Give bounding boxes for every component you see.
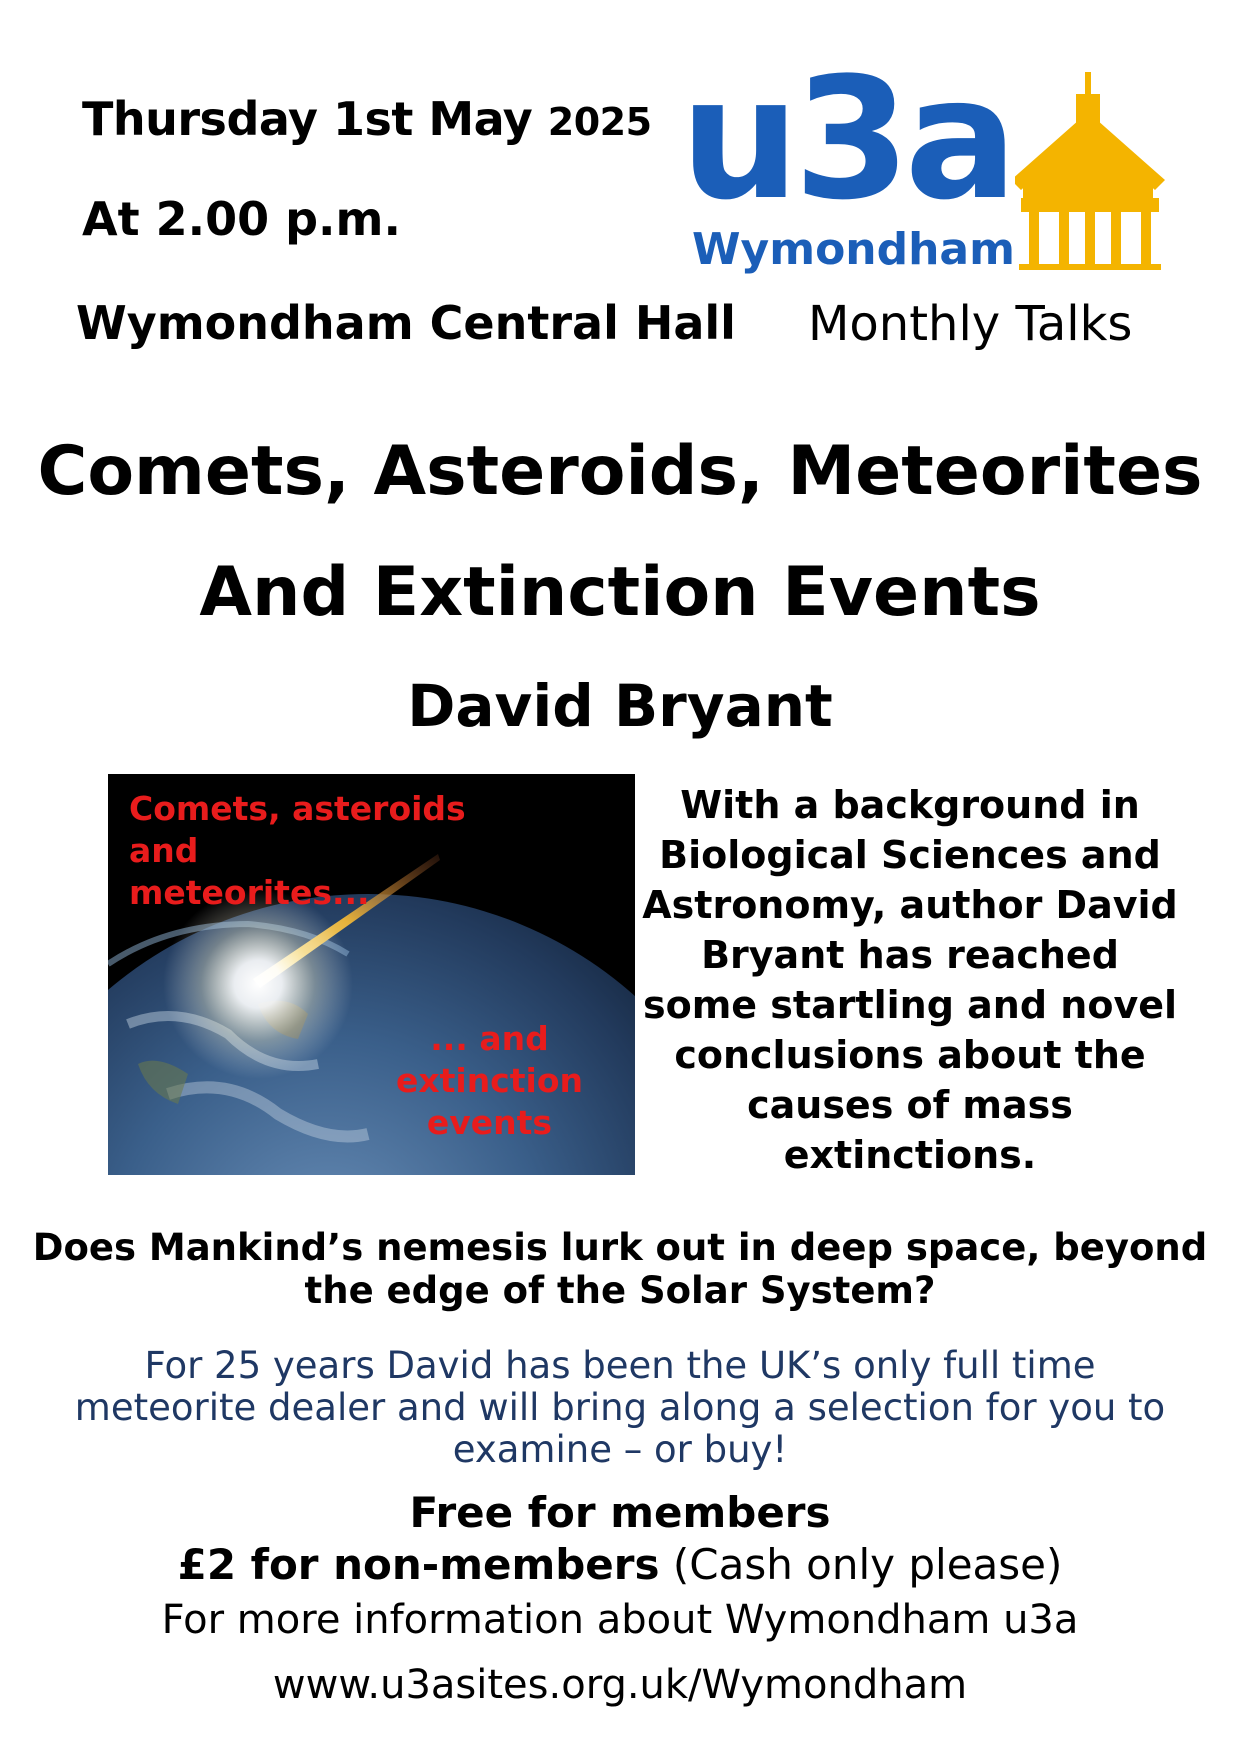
u3a-logo-place: Wymondham (692, 224, 1015, 275)
event-date (82, 92, 652, 146)
event-day: Thursday 1st May (82, 92, 533, 146)
image-caption-top-line: Comets, asteroids (129, 789, 466, 828)
non-members-price-line (0, 1540, 1240, 1589)
more-info-text: For more information about Wymondham u3a (161, 1597, 1079, 1643)
talk-illustration (108, 774, 635, 1175)
market-cross-icon (1015, 72, 1165, 277)
image-caption-top-line: and (129, 831, 199, 870)
teaser-question: Does Mankind’s nemesis lurk out in deep space, beyond the edge of the Solar System? (32, 1226, 1208, 1312)
image-caption-top-line: meteorites... (129, 873, 370, 912)
image-caption-bottom-line: events (426, 1103, 553, 1142)
non-members-price: £2 for non-members (177, 1540, 660, 1589)
talk-title-line-1: Comets, Asteroids, Meteorites (37, 432, 1203, 511)
speaker-bio: With a background in Biological Sciences and Astronomy, author David Bryant has reached some startling and novel conclusions about the causes of mass extinctions. (642, 783, 1178, 1177)
series-label: Monthly Talks (808, 296, 1133, 352)
event-venue: Wymondham Central Hall (76, 296, 736, 350)
website-link[interactable]: www.u3asites.org.uk/Wymondham (272, 1662, 968, 1708)
event-year: 2025 (547, 100, 652, 144)
image-caption-bottom-line: ... and (430, 1019, 549, 1058)
event-time: At 2.00 p.m. (82, 192, 401, 246)
image-caption-bottom-line: extinction (395, 1061, 583, 1100)
u3a-logo-wordmark: u3a (680, 41, 1012, 237)
speaker-name: David Bryant (407, 672, 833, 740)
talk-title-line-2: And Extinction Events (199, 553, 1041, 632)
image-caption-bottom (396, 1018, 583, 1144)
payment-note: (Cash only please) (672, 1540, 1063, 1589)
image-caption-top (129, 788, 466, 914)
dealer-description: For 25 years David has been the UK’s only full time meteorite dealer and will bring along a selection for you to examine – or buy! (74, 1344, 1166, 1471)
members-price: Free for members (409, 1488, 831, 1537)
